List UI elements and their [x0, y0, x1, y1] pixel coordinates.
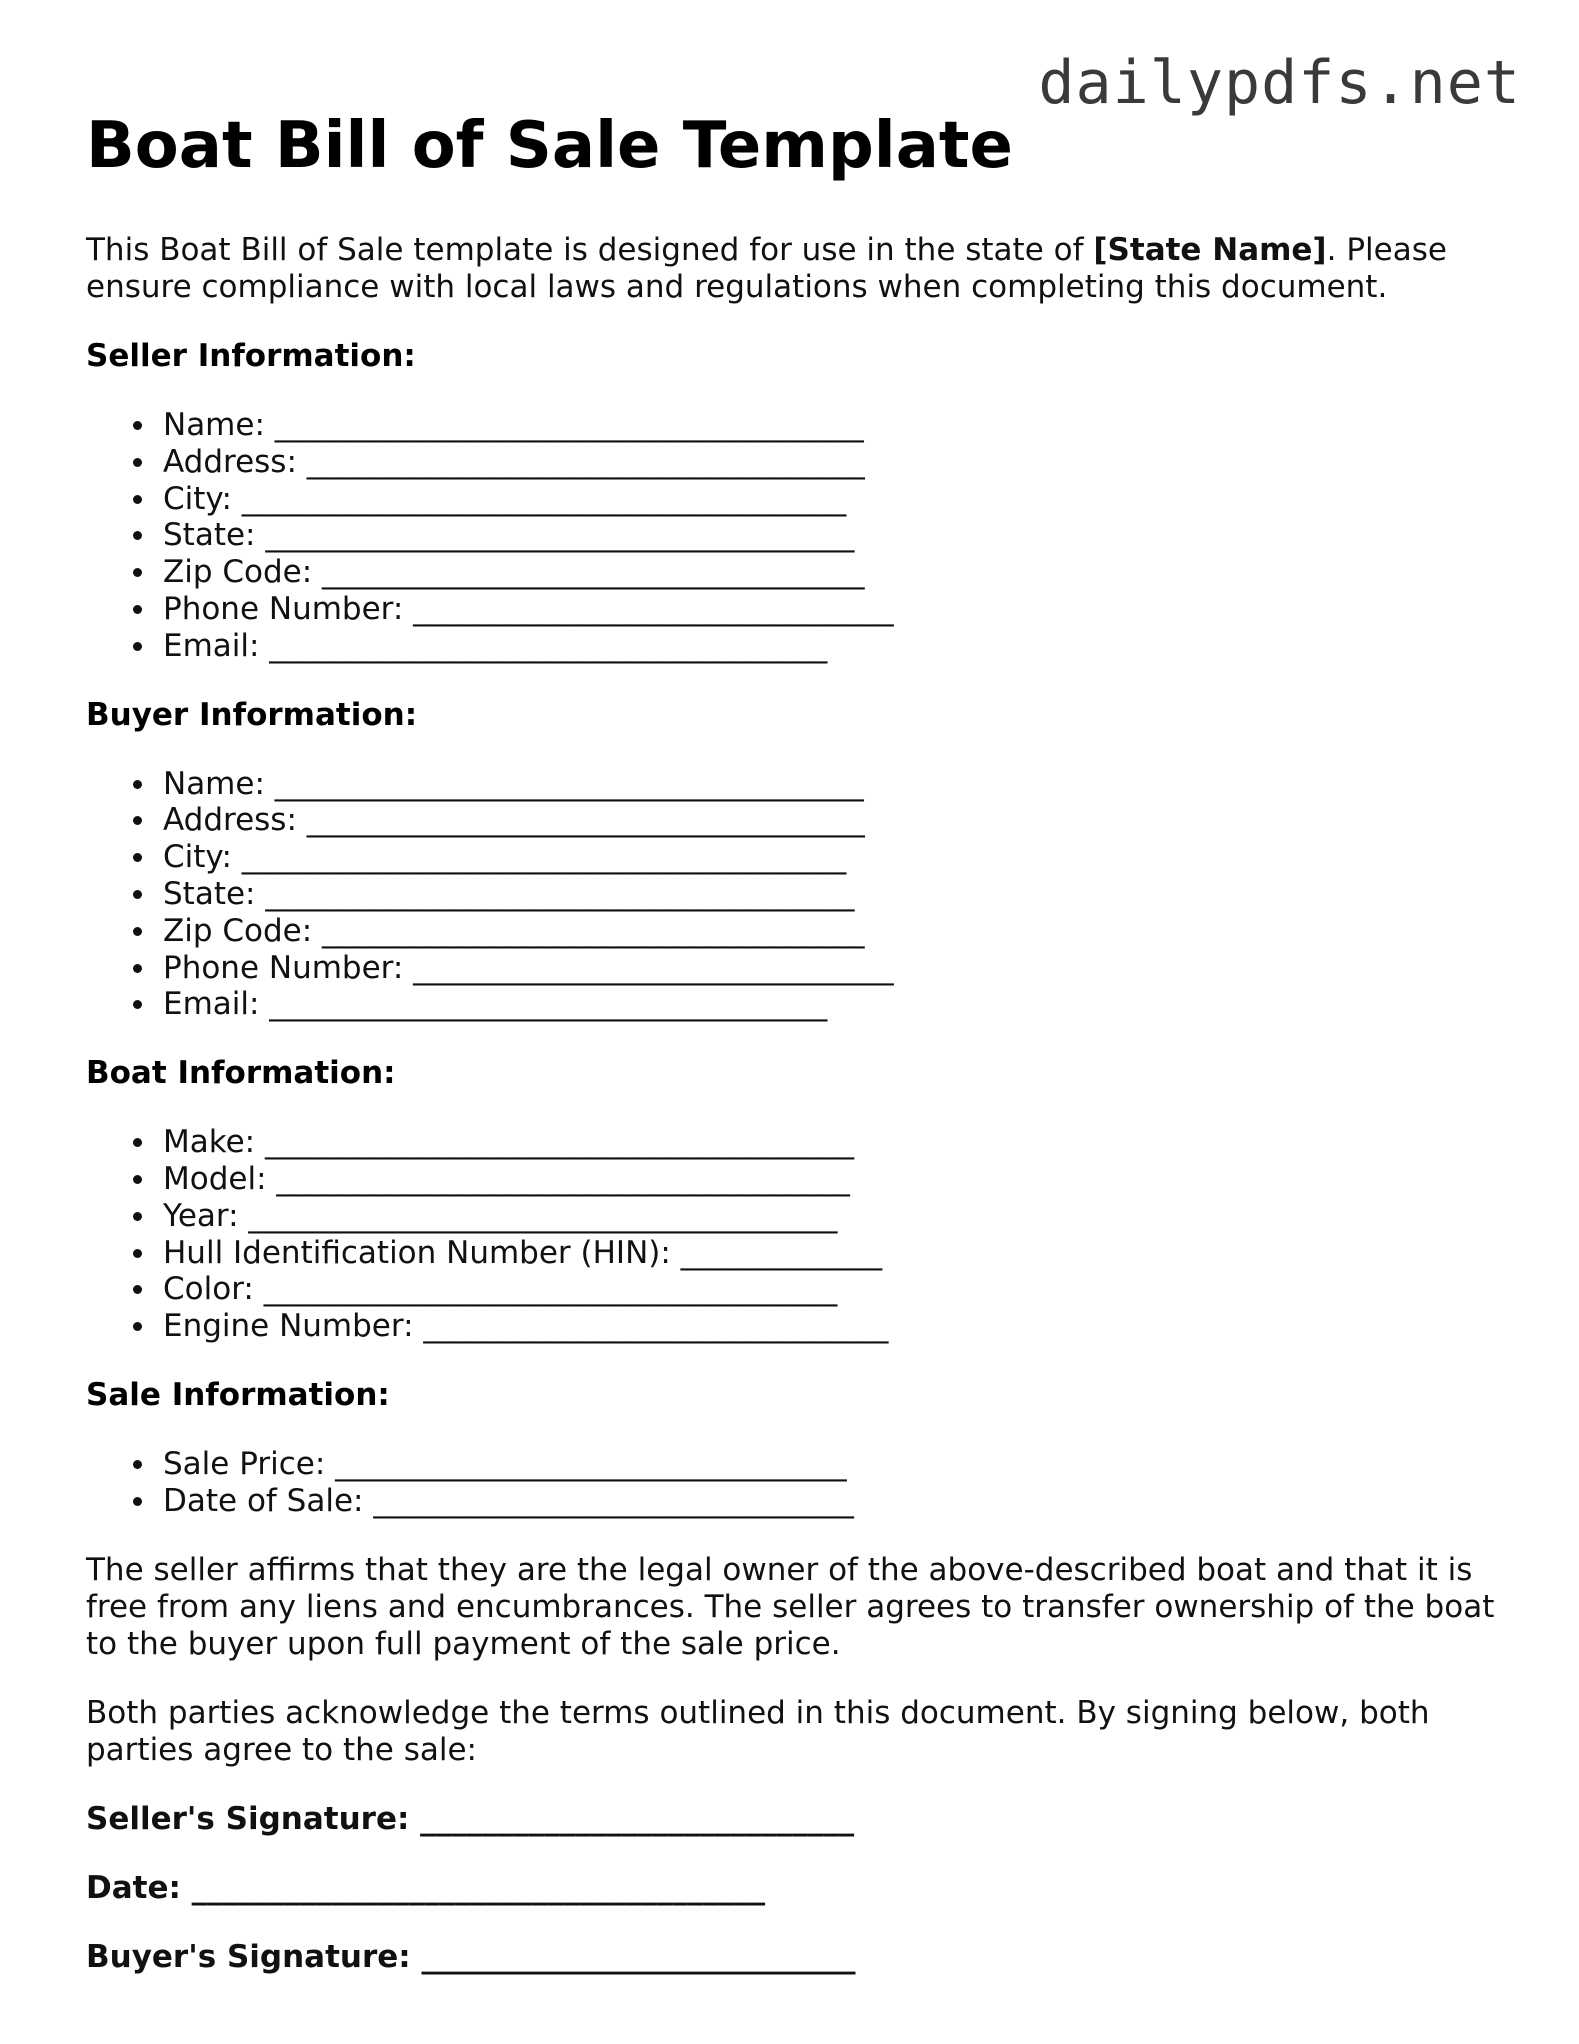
buyer-name-field[interactable]: Name: ______________________________________: [163, 766, 1506, 803]
boat-section-heading: Boat Information:: [86, 1055, 396, 1092]
boat-year-field[interactable]: Year: ______________________________________: [163, 1198, 1506, 1235]
seller-phone-field[interactable]: Phone Number: _______________________________: [163, 591, 1506, 628]
watermark: dailypdfs.net: [1038, 48, 1521, 118]
buyer-section-heading: Buyer Information:: [86, 696, 418, 733]
seller-address-field[interactable]: Address: ____________________________________: [163, 444, 1506, 481]
buyer-signature-field[interactable]: Buyer's Signature: ____________________________: [86, 1938, 856, 1975]
buyer-address-field[interactable]: Address: ____________________________________: [163, 802, 1506, 839]
buyer-state-field[interactable]: State: ______________________________________: [163, 876, 1506, 913]
seller-section-heading: Seller Information:: [86, 338, 416, 374]
buyer-phone-field[interactable]: Phone Number: _______________________________: [163, 950, 1506, 987]
intro-paragraph: [86, 232, 1506, 306]
boat-color-field[interactable]: Color: _____________________________________: [163, 1271, 1506, 1308]
boat-make-field[interactable]: Make: ______________________________________: [163, 1124, 1506, 1161]
seller-field-list: [86, 407, 1506, 665]
sale-section-heading: Sale Information:: [86, 1376, 390, 1413]
boat-engine-number-field[interactable]: Engine Number: ______________________________: [163, 1308, 1506, 1345]
seller-city-field[interactable]: City: _______________________________________: [163, 481, 1506, 518]
seller-state-field[interactable]: State: ______________________________________: [163, 517, 1506, 554]
state-name-placeholder: [State Name]: [1093, 232, 1327, 268]
acknowledgement-paragraph: Both parties acknowledge the terms outlined in this document. By signing below, both parties agree to the sale:: [86, 1694, 1430, 1768]
buyer-email-field[interactable]: Email: ____________________________________: [163, 986, 1506, 1023]
intro-text-after: . Please ensure compliance with local laws and regulations when completing this document.: [86, 232, 1447, 305]
seller-email-field[interactable]: Email: ____________________________________: [163, 628, 1506, 665]
seller-zip-field[interactable]: Zip Code: ___________________________________: [163, 554, 1506, 591]
seller-name-field[interactable]: Name: ______________________________________: [163, 407, 1506, 444]
sale-field-list: [86, 1446, 1506, 1520]
boat-hin-field[interactable]: Hull Identification Number (HIN): _____________: [163, 1235, 1506, 1272]
sale-date-field[interactable]: Date of Sale: _______________________________: [163, 1483, 1506, 1520]
signature-date-field[interactable]: Date: _____________________________________: [86, 1869, 766, 1906]
document: [86, 106, 1506, 2008]
boat-model-field[interactable]: Model: _____________________________________: [163, 1161, 1506, 1198]
intro-text-before: This Boat Bill of Sale template is designed for use in the state of: [86, 232, 1094, 268]
buyer-field-list: [86, 766, 1506, 1024]
boat-field-list: [86, 1124, 1506, 1345]
sale-price-field[interactable]: Sale Price: _________________________________: [163, 1446, 1506, 1483]
buyer-city-field[interactable]: City: _______________________________________: [163, 839, 1506, 876]
seller-signature-field[interactable]: Seller's Signature: ____________________________: [86, 1800, 855, 1837]
page-title: Boat Bill of Sale Template: [86, 109, 1013, 183]
buyer-zip-field[interactable]: Zip Code: ___________________________________: [163, 913, 1506, 950]
affirmation-paragraph: The seller affirms that they are the legal owner of the above-described boat and that it is free from any liens and encumbrances. The seller agrees to transfer ownership of the boat to the buyer upon full payment of the sale price.: [86, 1551, 1495, 1662]
